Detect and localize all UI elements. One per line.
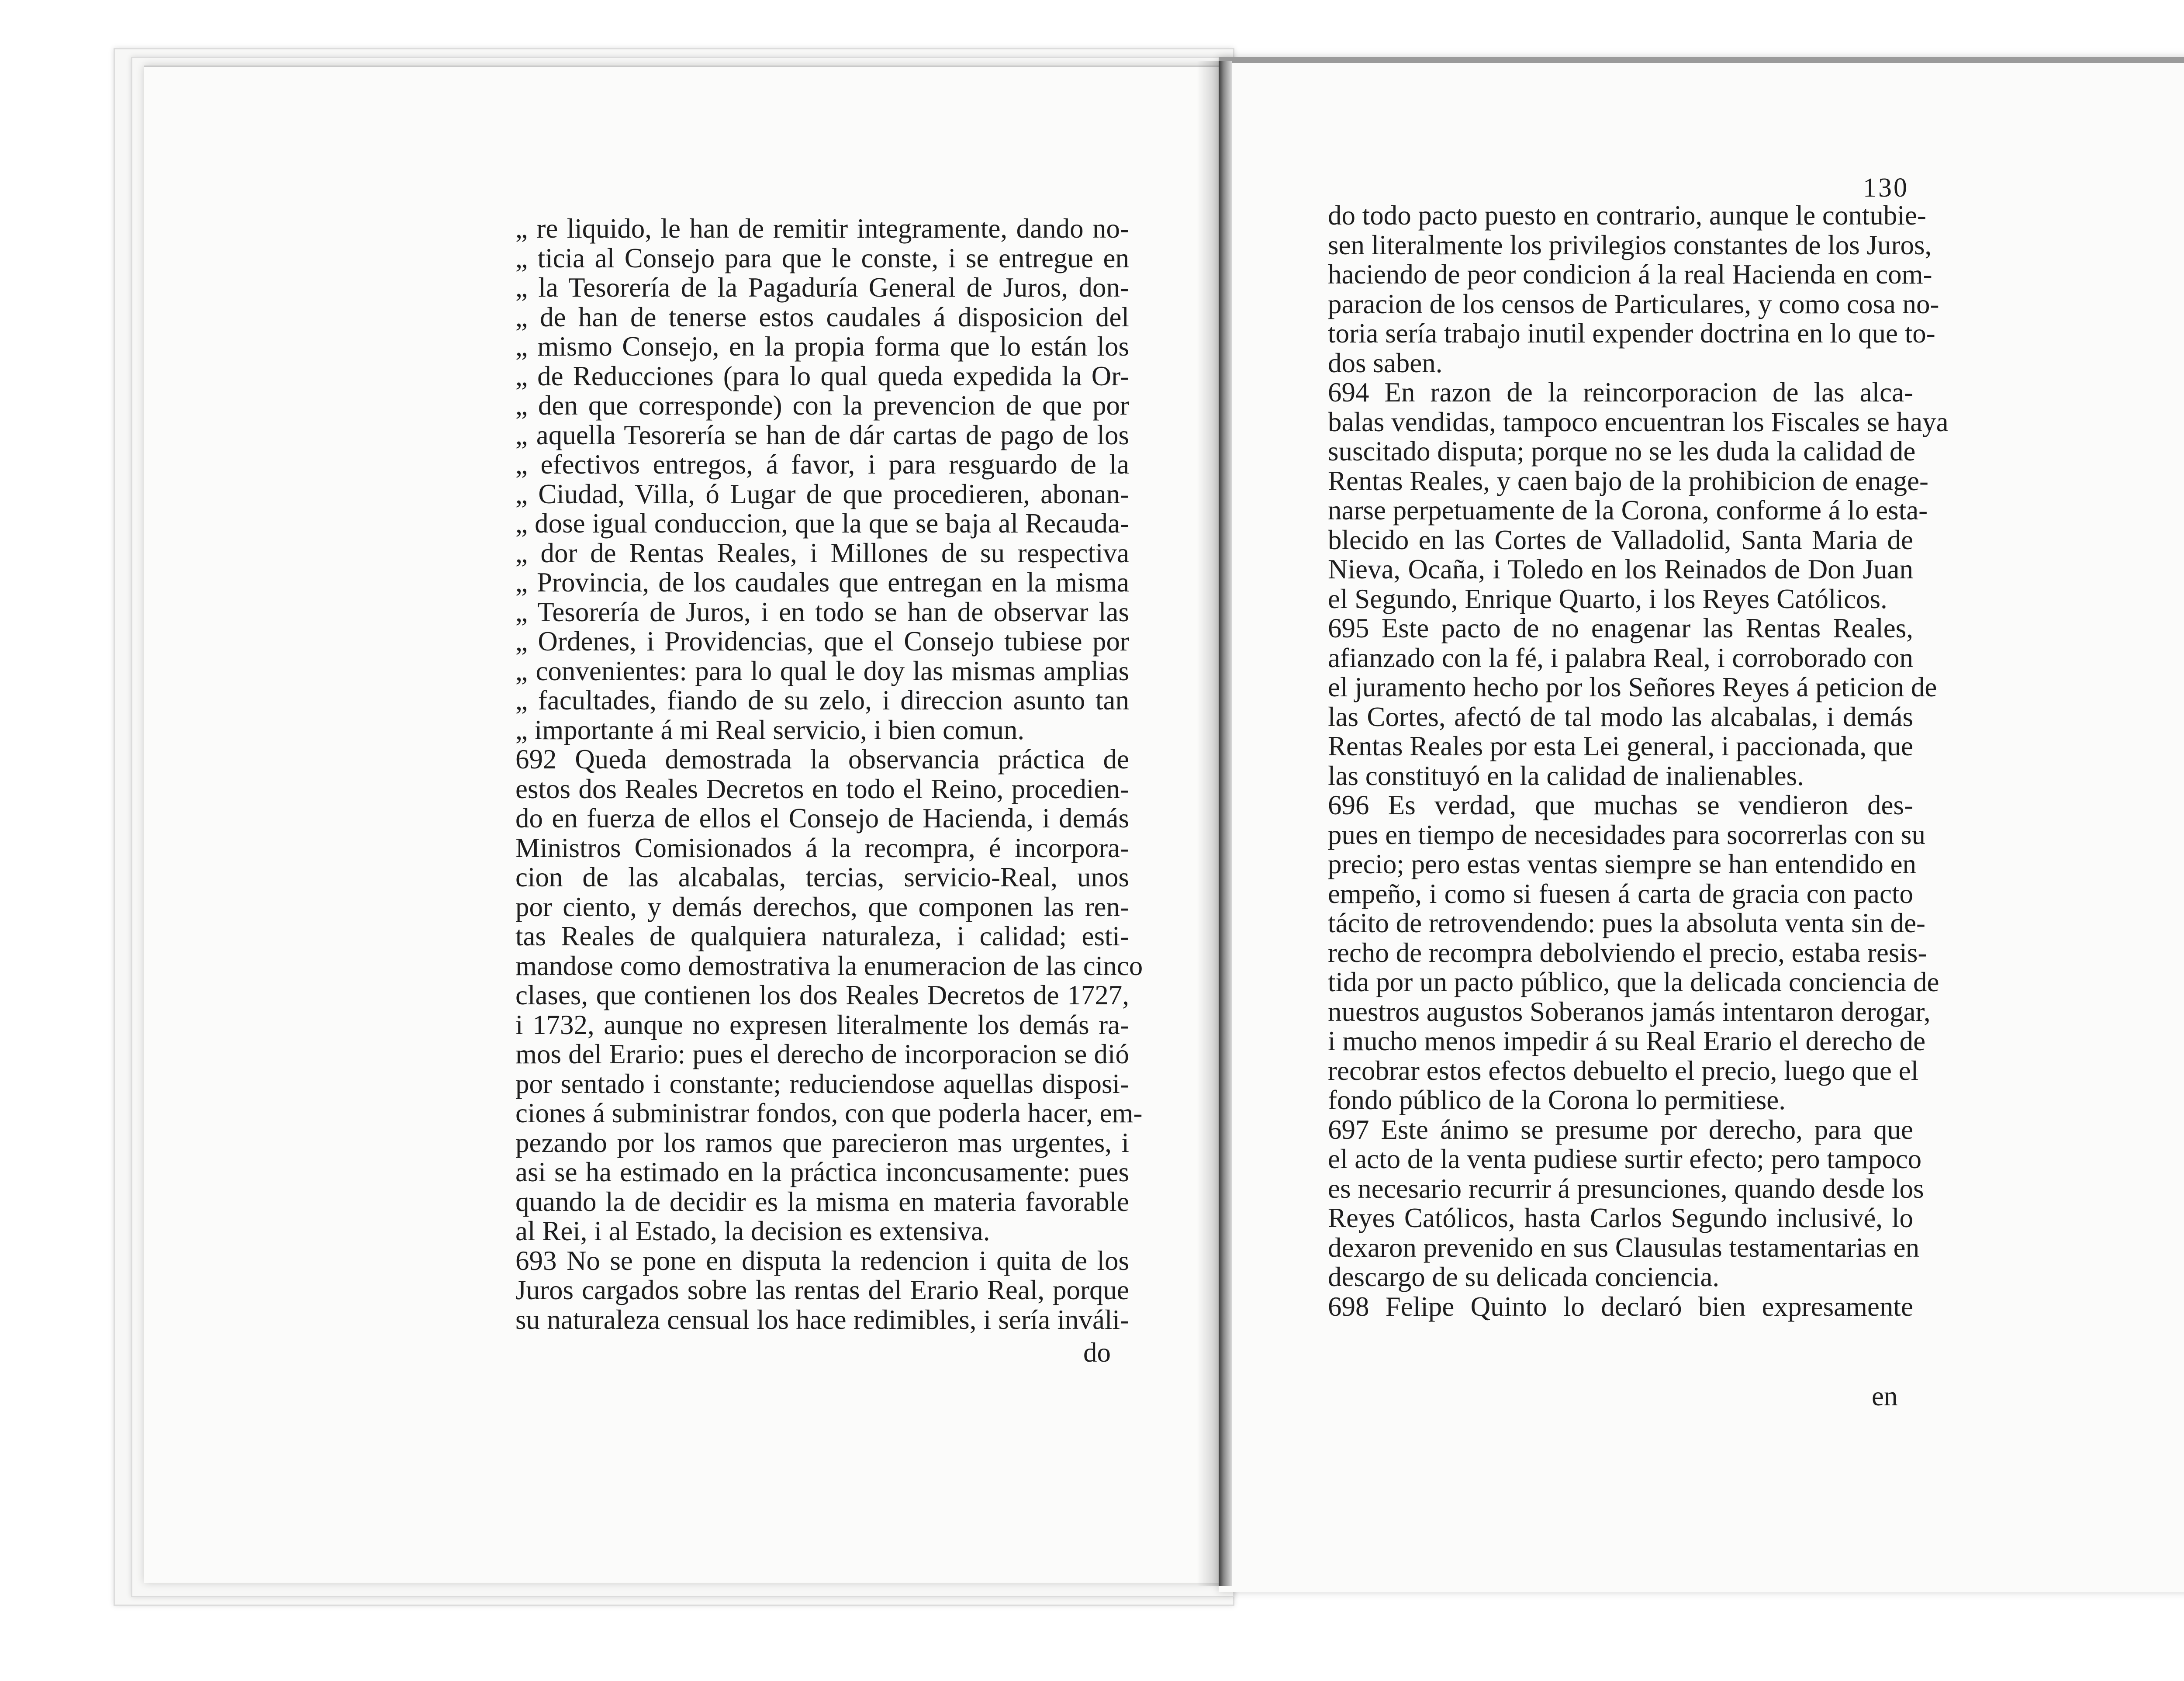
- text-line: recho de recompra debolviendo el precio, estaba resis-: [1328, 937, 1927, 968]
- text-line: recobrar estos efectos debuelto el precio, luego que el: [1328, 1055, 1919, 1086]
- text-line: afianzado con la fé, i palabra Real, i corroborado con: [1328, 642, 1913, 673]
- text-line: toria sería trabajo inutil expender doctrina en lo que to-: [1328, 318, 1935, 349]
- text-line: fondo público de la Corona lo permitiese.: [1328, 1085, 1786, 1115]
- text-line: „ Ciudad, Villa, ó Lugar de que procedieren, abonan-: [515, 478, 1129, 509]
- text-line: „ efectivos entregos, á favor, i para resguardo de la: [515, 449, 1129, 480]
- page-number: 130: [1863, 173, 1909, 203]
- text-line: do en fuerza de ellos el Consejo de Hacienda, i demás: [515, 803, 1129, 834]
- text-line: Reyes Católicos, hasta Carlos Segundo inclusivé, lo: [1328, 1203, 1913, 1233]
- text-line: haciendo de peor condicion á la real Hacienda en com-: [1328, 259, 1932, 290]
- text-line: las Cortes, afectó de tal modo las alcabalas, i demás: [1328, 701, 1913, 732]
- text-line: ciones á subministrar fondos, con que poderla hacer, em-: [515, 1098, 1143, 1128]
- text-line: „ de han de tenerse estos caudales á disposicion del: [515, 301, 1129, 332]
- text-line: suscitado disputa; porque no se les duda la calidad de: [1328, 436, 1916, 467]
- text-line: asi se ha estimado en la práctica inconcusamente: pues: [515, 1157, 1129, 1187]
- left-page-text: [515, 213, 1143, 1335]
- text-line: por ciento, y demás derechos, que componen las ren-: [515, 891, 1129, 922]
- text-line: do todo pacto puesto en contrario, aunque le contubie-: [1328, 200, 1926, 231]
- text-line: es necesario recurrir á presunciones, quando desde los: [1328, 1173, 1924, 1204]
- paragraph-697-start: 697 Este ánimo se presume por derecho, para que: [1328, 1114, 1913, 1145]
- text-line: pezando por los ramos que parecieron mas urgentes, i: [515, 1127, 1129, 1158]
- text-line: Rentas Reales, y caen bajo de la prohibicion de enage-: [1328, 465, 1928, 496]
- text-line: el juramento hecho por los Señores Reyes á peticion de: [1328, 672, 1937, 702]
- text-line: i mucho menos impedir á su Real Erario el derecho de: [1328, 1026, 1926, 1056]
- text-line: mos del Erario: pues el derecho de incorporacion se dió: [515, 1039, 1129, 1069]
- text-line: Rentas Reales por esta Lei general, i paccionada, que: [1328, 731, 1913, 761]
- text-line: „ importante á mi Real servicio, i bien comun.: [515, 714, 1025, 745]
- text-line: quando la de decidir es la misma en materia favorable: [515, 1186, 1129, 1217]
- text-line: narse perpetuamente de la Corona, conforme á lo esta-: [1328, 495, 1928, 526]
- text-line: blecido en las Cortes de Valladolid, Santa Maria de: [1328, 524, 1913, 555]
- text-line: el acto de la venta pudiese surtir efecto; pero tampoco: [1328, 1144, 1922, 1174]
- text-line: „ la Tesorería de la Pagaduría General de Juros, don-: [515, 272, 1129, 303]
- right-catchword: en: [1872, 1381, 1898, 1411]
- text-line: las constituyó en la calidad de inalienables.: [1328, 760, 1804, 791]
- text-line: el Segundo, Enrique Quarto, i los Reyes Católicos.: [1328, 583, 1887, 614]
- text-line: Ministros Comisionados á la recompra, é incorpora-: [515, 832, 1129, 863]
- book-gutter: [1219, 61, 1232, 1586]
- text-line: su naturaleza censual los hace redimibles, i sería inváli-: [515, 1304, 1129, 1335]
- text-line: descargo de su delicada conciencia.: [1328, 1262, 1720, 1292]
- text-line: empeño, i como si fuesen á carta de gracia con pacto: [1328, 878, 1913, 909]
- text-line: pues en tiempo de necesidades para socorrerlas con su: [1328, 819, 1925, 850]
- text-line: balas vendidas, tampoco encuentran los Fiscales se haya: [1328, 406, 1949, 437]
- right-page-text: [1328, 200, 1949, 1322]
- text-line: clases, que contienen los dos Reales Decretos de 1727,: [515, 980, 1129, 1010]
- text-line: estos dos Reales Decretos en todo el Reino, procedien-: [515, 773, 1129, 804]
- text-line: „ Ordenes, i Providencias, que el Consejo tubiese por: [515, 626, 1129, 657]
- text-line: „ dor de Rentas Reales, i Millones de su respectiva: [515, 537, 1129, 568]
- text-line: „ den que corresponde) con la prevencion de que por: [515, 390, 1129, 421]
- text-line: precio; pero estas ventas siempre se han entendido en: [1328, 849, 1917, 879]
- text-line: „ aquella Tesorería se han de dár cartas de pago de los: [515, 419, 1129, 450]
- text-line: tida por un pacto público, que la delicada conciencia de: [1328, 967, 1939, 997]
- paragraph-694-start: 694 En razon de la reincorporacion de las alca-: [1328, 377, 1913, 408]
- paragraph-695-start: 695 Este pacto de no enagenar las Rentas Reales,: [1328, 613, 1913, 643]
- gutter-shadow: [1197, 61, 1219, 1586]
- text-line: tácito de retrovendendo: pues la absoluta venta sin de-: [1328, 908, 1926, 938]
- text-line: mandose como demostrativa la enumeracion de las cinco: [515, 950, 1143, 981]
- text-line: „ ticia al Consejo para que le conste, i se entregue en: [515, 242, 1129, 273]
- text-line: dos saben.: [1328, 347, 1443, 378]
- text-line: „ de Reducciones (para lo qual queda expedida la Or-: [515, 360, 1129, 391]
- text-line: „ mismo Consejo, en la propia forma que lo están los: [515, 331, 1129, 362]
- text-line: Nieva, Ocaña, i Toledo en los Reinados de Don Juan: [1328, 554, 1913, 585]
- text-line: „ facultades, fiando de su zelo, i direccion asunto tan: [515, 685, 1129, 716]
- paragraph-698-start: 698 Felipe Quinto lo declaró bien expresamente: [1328, 1291, 1913, 1322]
- paragraph-696-start: 696 Es verdad, que muchas se vendieron des-: [1328, 790, 1913, 820]
- text-line: nuestros augustos Soberanos jamás intentaron derogar,: [1328, 996, 1931, 1027]
- text-line: „ Provincia, de los caudales que entregan en la misma: [515, 567, 1129, 598]
- text-line: Juros cargados sobre las rentas del Erario Real, porque: [515, 1275, 1129, 1305]
- left-catchword: do: [1083, 1337, 1111, 1368]
- paragraph-693-start: 693 No se pone en disputa la redencion i quita de los: [515, 1245, 1129, 1276]
- text-line: i 1732, aunque no expresen literalmente los demás ra-: [515, 1009, 1129, 1040]
- text-line: „ convenientes: para lo qual le doy las mismas amplias: [515, 655, 1129, 686]
- paragraph-692-start: 692 Queda demostrada la observancia práctica de: [515, 744, 1129, 775]
- text-line: dexaron prevenido en sus Clausulas testamentarias en: [1328, 1232, 1920, 1263]
- text-line: „ re liquido, le han de remitir integramente, dando no-: [515, 213, 1129, 244]
- text-line: tas Reales de qualquiera naturaleza, i calidad; esti-: [515, 921, 1129, 951]
- text-line: sen literalmente los privilegios constantes de los Juros,: [1328, 229, 1932, 260]
- text-line: paracion de los censos de Particulares, y como cosa no-: [1328, 288, 1939, 319]
- text-line: cion de las alcabalas, tercias, servicio-Real, unos: [515, 862, 1129, 892]
- text-line: „ Tesorería de Juros, i en todo se han de observar las: [515, 596, 1129, 627]
- text-line: por sentado i constante; reduciendose aquellas disposi-: [515, 1068, 1129, 1099]
- text-line: al Rei, i al Estado, la decision es extensiva.: [515, 1216, 990, 1246]
- text-line: „ dose igual conduccion, que la que se baja al Recauda-: [515, 508, 1129, 539]
